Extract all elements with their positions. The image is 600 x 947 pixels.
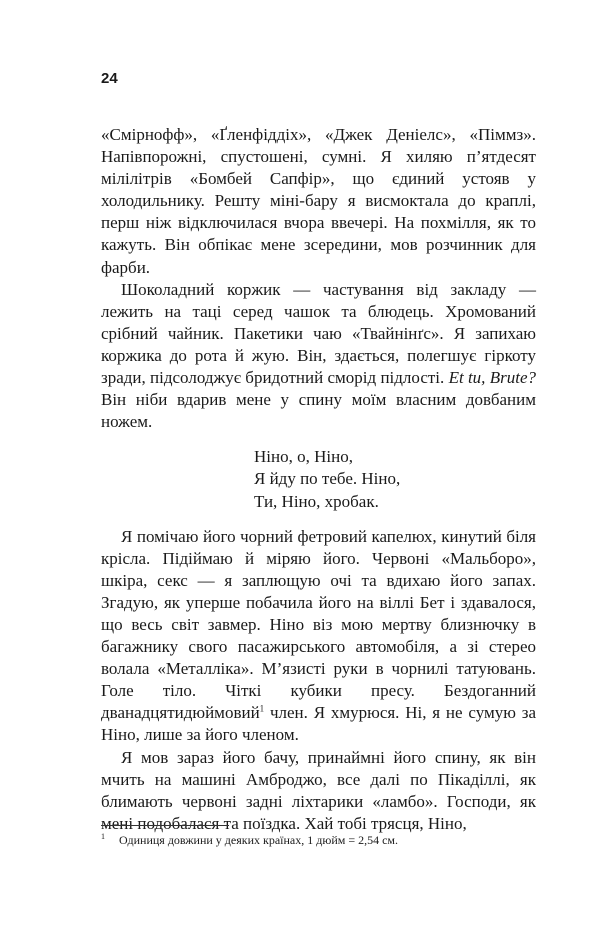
poem	[254, 446, 536, 512]
paragraph-3	[101, 526, 536, 747]
paragraph-4: Я мов зараз його бачу, принаймні його спину, як він мчить на машині Амброджо, все далі по Пікаділлі, як блимають червоні задні ліхтарики «ламбо». Господи, як мені подобалася та поїздка. Хай тобі трясця, Ніно,	[101, 747, 536, 833]
poem-line: Я йду по тебе. Ніно,	[254, 469, 401, 489]
footnote-reference: 1	[259, 703, 265, 714]
page-number: 24	[101, 70, 118, 87]
poem-line: Ти, Ніно, хробак.	[254, 491, 379, 511]
footnote-divider	[101, 825, 229, 826]
paragraph-3-text-a: Я помічаю його чорний фетровий капелюх, кинутий біля крісла. Підіймаю й міряю його. Червоні «Мальборо», шкіра, секс — я заплющую очі та вдихаю його запах. Згадую, як уперше побачила його на віллі Бет і здавалося, що весь світ завмер. Ніно віз мою мертву близнючку в багажнику свого пасажирського автомобіля, а зі стерео волала «Металліка». М’язисті руки в чорнилі татуювань. Голе тіло. Чіткі кубики пресу. Бездоганний дванадцятидюймовий	[101, 526, 536, 723]
paragraph-3-text-b: член. Я хмурюся. Ні, я не сумую за Ніно, лише за його членом.	[101, 703, 536, 745]
paragraph-2	[101, 279, 536, 434]
body-text	[101, 124, 536, 835]
footnote	[101, 832, 536, 848]
poem-line: Ніно, о, Ніно,	[254, 447, 353, 467]
latin-quote: Et tu, Brute?	[448, 368, 536, 388]
footnote-text: Одиниця довжини у деяких країнах, 1 дюйм = 2,54 см.	[119, 833, 399, 847]
paragraph-2-text-a: Шоколадний коржик — частування від закладу — лежить на таці серед чашок та блюдець. Хромований срібний чайник. Пакетики чаю «Твайнінґс». Я запихаю коржика до рота й жую. Він, здається, полегшує гіркоту зради, підсолоджує бридотний сморід підлості.	[101, 279, 536, 388]
paragraph-1: «Смірнофф», «Ґленфіддіх», «Джек Деніелс», «Піммз». Напівпорожні, спустошені, сумні. Я хиляю п’ятдесят мілілітрів «Бомбей Сапфір», що єдиний устояв у холодильнику. Решту міні-бару я висмоктала до краплі, перш ніж відключилася вчора ввечері. На похмілля, як то кажуть. Він обпікає мене зсередини, мов розчинник для фарби.	[101, 125, 536, 277]
footnote-mark: 1	[101, 832, 105, 841]
paragraph-2-text-b: Він ніби вдарив мене у спину моїм власним довбаним ножем.	[101, 390, 536, 432]
